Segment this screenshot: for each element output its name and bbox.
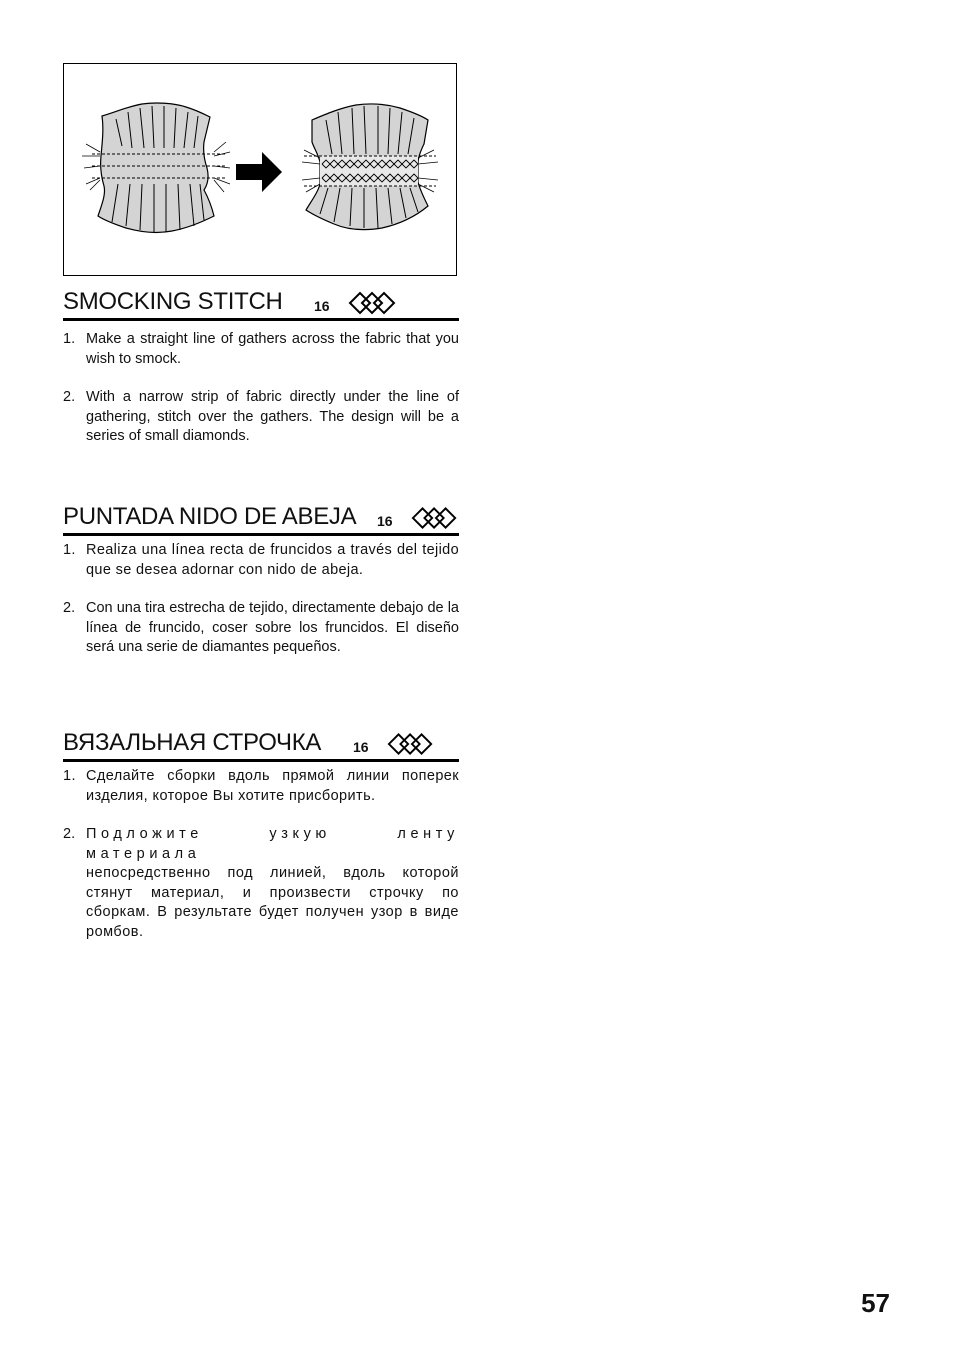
diamond-chain-icon (387, 732, 435, 756)
section-header (63, 284, 459, 321)
arrow-right-icon (236, 152, 282, 192)
stitch-number: 16 (377, 513, 393, 529)
diamond-chain-icon (348, 291, 398, 315)
step-text: With a narrow strip of fabric directly under the line of gathering, stitch over the gathers. The design will be a series of small diamonds. (86, 389, 459, 444)
section-header (63, 725, 459, 762)
diamond-chain-icon (411, 506, 459, 530)
list-item (63, 825, 459, 942)
step-number: 1. (63, 331, 76, 347)
step-text: непосредственно под линией, вдоль которой стянут материал, и произвести строчку по сборкам. В результате будет получен узор в виде ромбов. (86, 865, 459, 940)
section-title: PUNTADA NIDO DE ABEJA (63, 503, 357, 530)
stitch-number: 16 (353, 739, 369, 755)
page-number: 57 (861, 1288, 890, 1318)
section-puntada-nido-de-abeja (63, 499, 459, 658)
step-text: Con una tira estrecha de tejido, directamente debajo de la línea de fruncido, coser sobre los fruncidos. El diseño será una serie de diamantes pequeños. (86, 600, 459, 655)
list-item (63, 541, 459, 580)
list-item (63, 767, 459, 806)
smocking-illustration (63, 63, 457, 276)
steps-list (63, 541, 459, 658)
stitch-number: 16 (314, 298, 330, 314)
step-number: 1. (63, 542, 76, 558)
fabric-before-after-drawing (64, 64, 458, 277)
list-item (63, 330, 459, 369)
fabric-after-smocking-band (304, 156, 436, 186)
step-text: Сделайте сборки вдоль прямой линии поперек изделия, которое Вы хотите присборить. (86, 768, 459, 804)
step-number: 2. (63, 826, 76, 842)
step-number: 2. (63, 600, 76, 616)
fabric-before (98, 103, 214, 232)
section-vyazalnaya-strochka (63, 725, 459, 942)
step-number: 1. (63, 768, 76, 784)
section-header (63, 499, 459, 536)
list-item (63, 388, 459, 447)
steps-list (63, 767, 459, 942)
section-title: ВЯЗАЛЬНАЯ СТРОЧКА (63, 729, 322, 756)
section-title: SMOCKING STITCH (63, 288, 283, 315)
steps-list (63, 330, 459, 447)
step-text: Realiza una línea recta de fruncidos a través del tejido que se desea adornar con nido de abeja. (86, 542, 459, 578)
section-smocking-stitch (63, 284, 459, 447)
list-item (63, 599, 459, 658)
step-text: Make a straight line of gathers across the fabric that you wish to smock. (86, 331, 459, 367)
step-number: 2. (63, 389, 76, 405)
step-text-first-line: Подложите узкую ленту материала (86, 826, 459, 862)
